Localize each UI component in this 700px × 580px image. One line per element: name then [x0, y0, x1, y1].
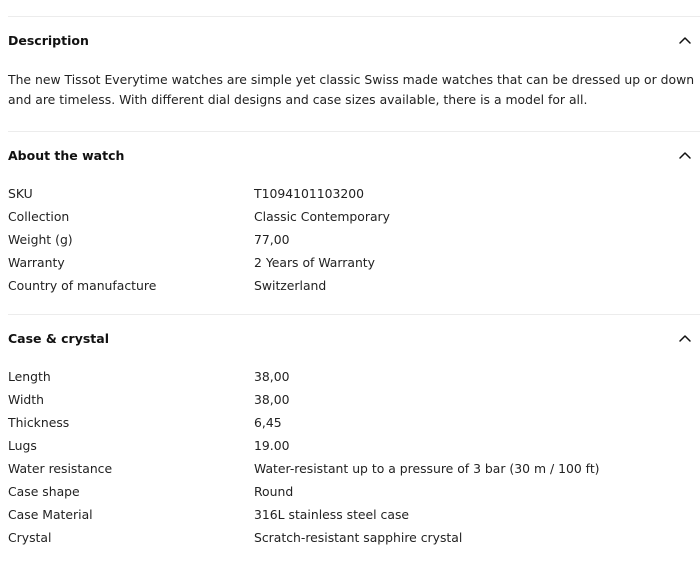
spec-row — [8, 388, 688, 411]
section-header-description[interactable] — [8, 28, 692, 52]
spec-value: 6,45 — [254, 415, 282, 430]
spec-row — [8, 457, 688, 480]
spec-row — [8, 182, 688, 205]
spec-row — [8, 411, 688, 434]
spec-row — [8, 365, 688, 388]
spec-value: Scratch-resistant sapphire crystal — [254, 530, 463, 545]
spec-label: Lugs — [8, 438, 37, 453]
spec-row — [8, 274, 688, 297]
spec-label: Country of manufacture — [8, 278, 157, 293]
section-title: Case & crystal — [8, 330, 109, 346]
spec-label: Case shape — [8, 484, 80, 499]
section-title: About the watch — [8, 147, 125, 163]
spec-label: Collection — [8, 209, 70, 224]
spec-row — [8, 503, 688, 526]
spec-value: 19.00 — [254, 438, 290, 453]
spec-value: Switzerland — [254, 278, 327, 293]
spec-row — [8, 480, 688, 503]
chevron-up-icon[interactable] — [678, 331, 692, 345]
spec-label: Weight (g) — [8, 232, 73, 247]
spec-label: Thickness — [8, 415, 70, 430]
spec-row — [8, 251, 688, 274]
chevron-up-icon[interactable] — [678, 148, 692, 162]
spec-value: T1094101103200 — [254, 186, 365, 201]
spec-label: Crystal — [8, 530, 52, 545]
spec-value: Classic Contemporary — [254, 209, 390, 224]
spec-label: Water resistance — [8, 461, 113, 476]
divider — [8, 16, 700, 17]
spec-label: SKU — [8, 186, 33, 201]
spec-value: 38,00 — [254, 369, 290, 384]
chevron-up-icon[interactable] — [678, 33, 692, 47]
section-title: Description — [8, 32, 89, 48]
spec-label: Width — [8, 392, 44, 407]
spec-label: Warranty — [8, 255, 65, 270]
spec-label: Length — [8, 369, 51, 384]
divider — [8, 131, 700, 132]
case-and-crystal-specs — [8, 365, 688, 549]
spec-value: 38,00 — [254, 392, 290, 407]
spec-row — [8, 434, 688, 457]
spec-value: Water-resistant up to a pressure of 3 bar (30 m / 100 ft) — [254, 461, 600, 476]
spec-value: 316L stainless steel case — [254, 507, 410, 522]
section-header-case-and-crystal[interactable] — [8, 326, 692, 350]
spec-label: Case Material — [8, 507, 93, 522]
about-the-watch-specs — [8, 182, 688, 297]
spec-value: Round — [254, 484, 294, 499]
spec-value: 77,00 — [254, 232, 290, 247]
spec-value: 2 Years of Warranty — [254, 255, 375, 270]
description-text: The new Tissot Everytime watches are simple yet classic Swiss made watches that can be dressed up or down and are timeless. With different dial designs and case sizes available, there is a model for all. — [8, 72, 695, 107]
spec-row — [8, 205, 688, 228]
divider — [8, 314, 700, 315]
section-header-about-the-watch[interactable] — [8, 143, 692, 167]
spec-row — [8, 526, 688, 549]
spec-row — [8, 228, 688, 251]
